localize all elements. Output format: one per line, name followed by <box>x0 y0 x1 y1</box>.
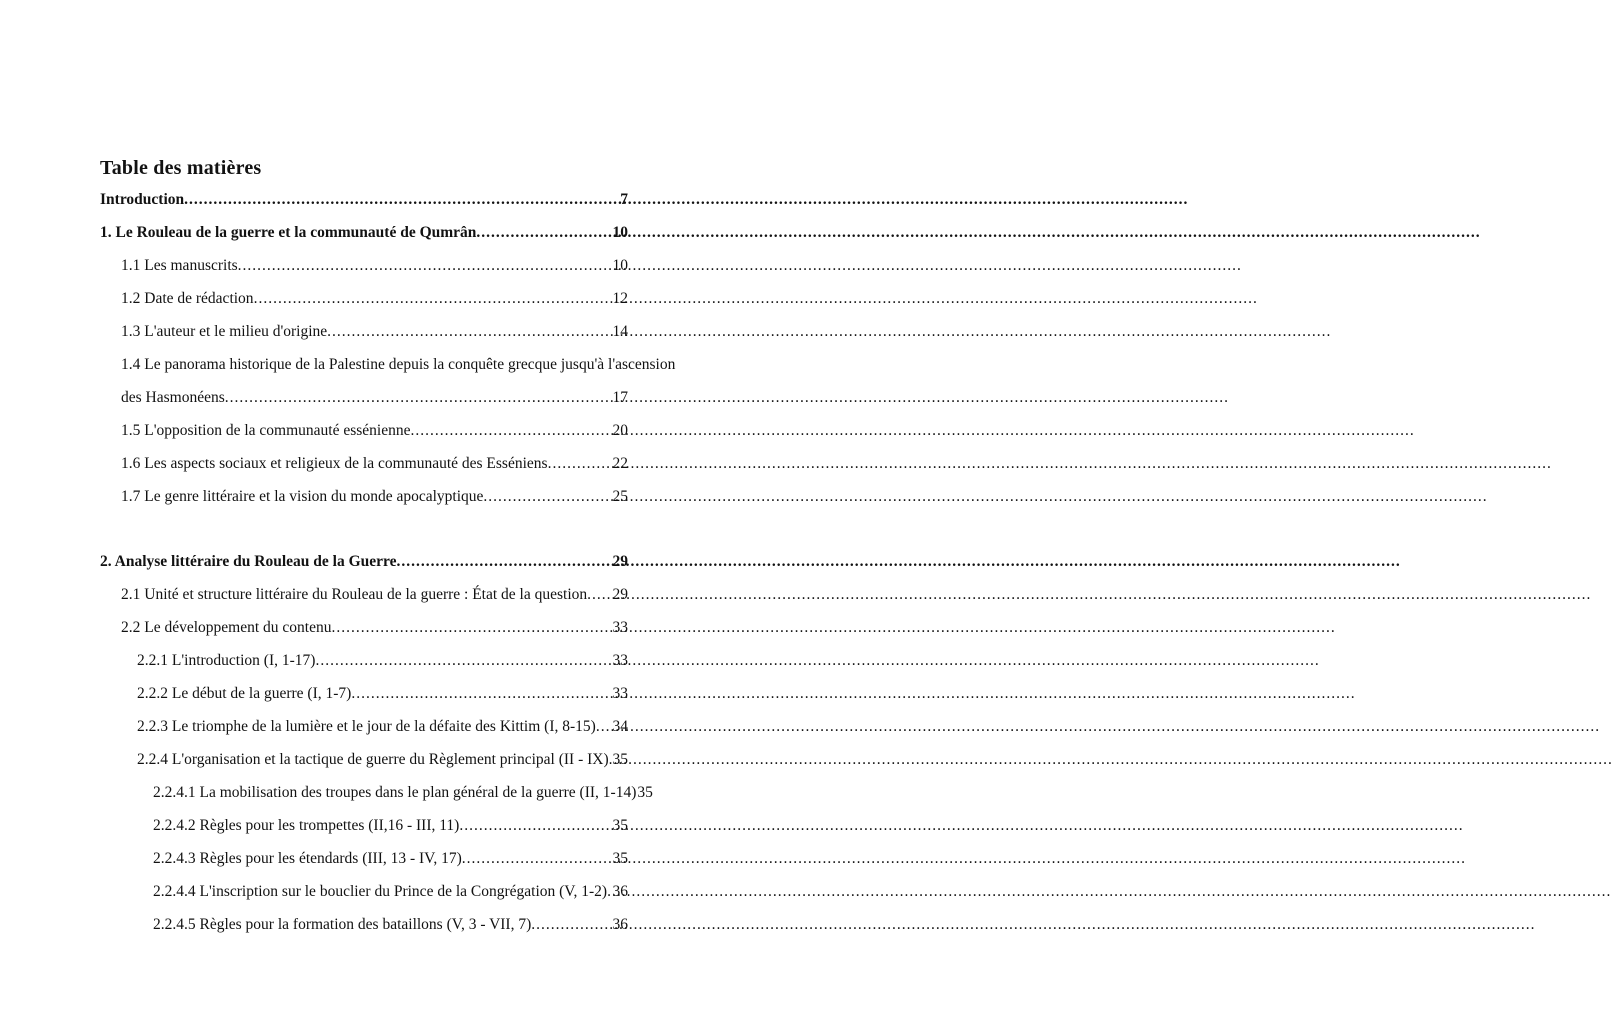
toc-row <box>100 390 628 406</box>
toc-row <box>100 225 628 241</box>
toc-leader-dots <box>596 719 612 735</box>
page-title: Table des matières <box>100 157 262 179</box>
toc-row <box>100 324 628 340</box>
toc-entry-page: 35 <box>637 784 653 801</box>
toc-entry-page: 25 <box>612 488 628 505</box>
toc-entry-text: 1.3 L'auteur et le milieu d'origine <box>121 323 328 340</box>
toc-row <box>100 423 628 439</box>
toc-leader-dots <box>531 917 611 933</box>
toc-row <box>100 818 628 834</box>
toc-entry-text: 2.2.3 Le triomphe de la lumière et le jour de la défaite des Kittim (I, 8-15) <box>137 718 596 735</box>
toc-row <box>100 356 676 373</box>
toc-row <box>100 719 628 735</box>
toc-leader-dots <box>462 851 612 867</box>
toc-entry-text: des Hasmonéens <box>121 389 225 406</box>
toc-entry-page: 35 <box>612 817 628 834</box>
toc-entry-text: 2.2.4.5 Règles pour la formation des bataillons (V, 3 - VII, 7) <box>153 916 532 933</box>
toc-row <box>100 851 628 867</box>
toc-entry-text: 2. Analyse littéraire du Rouleau de la Guerre <box>100 553 397 570</box>
toc-entry-text: 2.2.4.4 L'inscription sur le bouclier du Prince de la Congrégation (V, 1-2) <box>153 883 608 900</box>
toc-entry-page: 7 <box>620 191 628 208</box>
toc-entry-text: 2.2.2 Le début de la guerre (I, 1-7) <box>137 685 352 702</box>
toc-entry-page: 10 <box>612 257 628 274</box>
toc-entry-text: 1.4 Le panorama historique de la Palestine depuis la conquête grecque jusqu'à l'ascension <box>121 356 676 373</box>
toc-list <box>100 191 676 933</box>
toc-entry-page: 10 <box>612 224 628 241</box>
toc-leader-dots <box>254 291 612 307</box>
toc-entry-text: 1.6 Les aspects sociaux et religieux de la communauté des Esséniens <box>121 455 548 472</box>
toc-leader-dots <box>459 818 611 834</box>
toc-entry-page: 33 <box>612 619 628 636</box>
toc-row <box>100 917 628 933</box>
toc-leader-dots <box>548 456 612 472</box>
toc-entry-text: 2.2.1 L'introduction (I, 1-17) <box>137 652 316 669</box>
toc-entry-text: 2.2.4.2 Règles pour les trompettes (II,16 - III, 11) <box>153 817 460 834</box>
toc-row <box>100 291 628 307</box>
document-page <box>0 0 700 1028</box>
toc-entry-text: 1.2 Date de rédaction <box>121 290 254 307</box>
toc-row <box>100 784 653 801</box>
toc-entry-page: 34 <box>612 718 628 735</box>
toc-entry-text: 1.5 L'opposition de la communauté essénienne <box>121 422 411 439</box>
toc-entry-text: Introduction <box>100 191 185 208</box>
toc-content <box>100 156 676 933</box>
toc-row <box>100 489 628 505</box>
toc-entry-page: 14 <box>612 323 628 340</box>
toc-entry-text: 2.2.4.1 La mobilisation des troupes dans le plan général de la guerre (II, 1-14) <box>153 784 637 801</box>
toc-leader-dots <box>238 258 612 274</box>
toc-leader-dots <box>331 620 611 636</box>
toc-entry-page: 33 <box>612 685 628 702</box>
toc-entry-text: 1. Le Rouleau de la guerre et la communauté de Qumrân <box>100 224 477 241</box>
toc-row <box>100 587 628 603</box>
toc-row <box>100 620 628 636</box>
toc-entry-page: 20 <box>612 422 628 439</box>
toc-entry-page: 36 <box>612 916 628 933</box>
toc-entry-text: 2.2.4 L'organisation et la tactique de guerre du Règlement principal (II - IX) <box>137 751 609 768</box>
toc-row <box>100 752 628 768</box>
toc-entry-text: 2.1 Unité et structure littéraire du Rouleau de la guerre : État de la question <box>121 586 588 603</box>
toc-entry-text: 2.2.4.3 Règles pour les étendards (III, 13 - IV, 17) <box>153 850 462 867</box>
toc-row <box>100 884 628 900</box>
toc-entry-page: 17 <box>612 389 628 406</box>
toc-leader-dots <box>184 192 619 208</box>
toc-entry-text: 1.1 Les manuscrits <box>121 257 238 274</box>
toc-leader-dots <box>327 324 611 340</box>
toc-leader-dots <box>351 686 611 702</box>
toc-row <box>100 686 628 702</box>
toc-row <box>100 258 628 274</box>
toc-entry-page: 29 <box>612 586 628 603</box>
toc-entry-page: 29 <box>612 553 628 570</box>
toc-leader-dots <box>225 390 612 406</box>
toc-entry-page: 36 <box>612 883 628 900</box>
toc-entry-text: 1.7 Le genre littéraire et la vision du monde apocalyptique <box>121 488 484 505</box>
toc-leader-dots <box>587 587 611 603</box>
toc-entry-page: 35 <box>612 751 628 768</box>
toc-leader-dots <box>397 554 612 570</box>
toc-row <box>100 554 628 570</box>
toc-entry-page: 35 <box>612 850 628 867</box>
toc-entry-page: 33 <box>612 652 628 669</box>
toc-leader-dots <box>476 225 611 241</box>
toc-row <box>100 653 628 669</box>
toc-entry-text: 2.2 Le développement du contenu <box>121 619 332 636</box>
toc-entry-page: 12 <box>612 290 628 307</box>
toc-leader-dots <box>483 489 611 505</box>
toc-leader-dots <box>315 653 611 669</box>
toc-entry-page: 22 <box>612 455 628 472</box>
toc-row <box>100 456 628 472</box>
toc-row <box>100 192 628 208</box>
toc-leader-dots <box>410 423 611 439</box>
